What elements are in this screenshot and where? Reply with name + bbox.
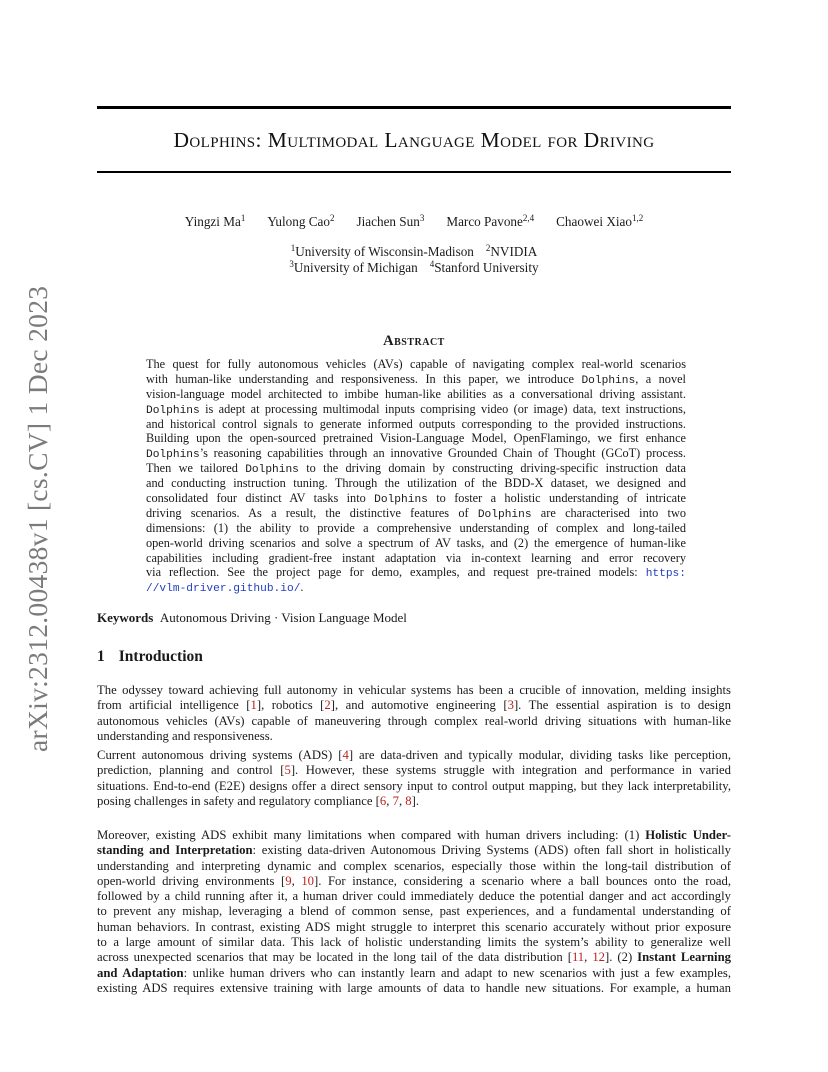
author-affiliation-marker: 1 [240, 213, 246, 223]
model-name: Dolphins [146, 404, 200, 417]
body-line: and Adaptation: unlike human drivers who can instantly learn and adapt to new scenarios with just a few examples, [97, 965, 731, 980]
body-line: prediction, planning and control [5]. However, these systems struggle with integration and performance in varied [97, 763, 731, 778]
body-line: across unexpected scenarios that may be located in the long tail of the data distribution [11, 12]. (2) Instant Learning [97, 950, 731, 965]
body-line: understanding and interpreting dynamic and complex scenarios, especially those within the long-tail distribution of [97, 858, 731, 873]
abstract-line: //vlm-driver.github.io/. [146, 580, 304, 596]
body-line: open-world driving environments [9, 10]. For instance, considering a scenario where a ball bounces onto the road, [97, 873, 731, 888]
abstract-line: Then we tailored Dolphins to the driving domain by constructing driving-specific instruction data [146, 461, 686, 477]
author-name: Jiachen Sun$^3$ [356, 213, 425, 229]
abstract-line: open-world driving scenarios and solve a spectrum of AV tasks, and (2) the emergence of human-like [146, 535, 686, 550]
author-affiliation-marker: 3 [419, 213, 425, 223]
bold-term: Instant Learning [637, 950, 731, 965]
body-line: understanding and responsiveness. [97, 728, 273, 743]
section-number: 1 [97, 648, 105, 665]
affiliation: $^4$Stanford University [429, 259, 539, 275]
author-affiliation-marker: 2,4 [522, 213, 535, 223]
arxiv-watermark: arXiv:2312.00438v1 [cs.CV] 1 Dec 2023 [22, 285, 53, 752]
affiliation-marker: 1 [290, 243, 296, 253]
author-list [97, 214, 731, 230]
abstract-line: Dolphins’s reasoning capabilities through an innovative Grounded Chain of Thought (GCoT) process. [146, 446, 686, 462]
project-link[interactable]: https: [645, 568, 686, 581]
paragraph-1 [97, 683, 731, 744]
model-name: Dolphins [477, 508, 532, 521]
citation-link[interactable]: 7 [392, 793, 399, 808]
affiliation: $^1$University of Wisconsin-Madison [290, 243, 474, 259]
keywords-text: Autonomous Driving · Vision Language Model [159, 610, 407, 625]
affiliations-line-2 [97, 260, 731, 276]
body-line: from artificial intelligence [1], robotics [2], and automotive engineering [3]. The essential aspiration is to design [97, 698, 731, 713]
citation-link[interactable]: 8 [405, 793, 412, 808]
abstract-body [146, 357, 686, 595]
citation-link[interactable]: 2 [324, 698, 331, 713]
model-name: Dolphins [581, 374, 636, 387]
abstract-line: and conducting instruction tuning. Through the utilization of the BDD-X dataset, we designed and [146, 476, 686, 491]
affiliations-line-1 [97, 244, 731, 260]
body-line: to a large amount of similar data. This lack of holistic understanding limits the system’s ability to generalize well [97, 935, 731, 950]
title-rule-bottom [97, 171, 731, 173]
keywords [97, 610, 407, 626]
abstract-line: vision-language model architected to imbibe human-like abilities as a conversational driving assistant. [146, 386, 686, 401]
model-name: Dolphins [146, 449, 200, 462]
section-title: Introduction [118, 648, 203, 665]
citation-link[interactable]: 11 [571, 950, 585, 965]
paragraph-3 [97, 828, 731, 996]
abstract-line: driving scenarios. As a result, the distinctive features of Dolphins are characterised into two [146, 505, 686, 521]
body-line: existing ADS requires extensive training with large amounts of data to handle new situations. For example, a human [97, 980, 731, 995]
citation-link[interactable]: 1 [250, 698, 257, 713]
bold-term: standing and Interpretation [97, 843, 253, 858]
abstract-line: dimensions: (1) the ability to provide a comprehensive understanding of complex and long-tailed [146, 520, 686, 535]
affiliation-marker: 2 [485, 243, 491, 253]
citation-link[interactable]: 9 [285, 873, 292, 888]
affiliation-marker: 3 [289, 259, 294, 269]
author-name: Chaowei Xiao$^{1,2}$ [556, 213, 644, 229]
abstract-line: The quest for fully autonomous vehicles (AVs) capable of navigating complex real-world scenarios [146, 357, 686, 371]
keywords-label: Keywords [97, 610, 154, 625]
model-name: Dolphins [245, 464, 299, 477]
citation-link[interactable]: 10 [301, 873, 315, 888]
title-rule-top [97, 106, 731, 109]
abstract-line: with human-like understanding and responsiveness. In this paper, we introduce Dolphins, a novel [146, 371, 686, 387]
author-name: Yulong Cao$^2$ [267, 213, 335, 229]
body-line: followed by a child running after it, a human driver could immediately deduce the potential danger and act accordingly [97, 889, 731, 904]
body-line: Moreover, existing ADS exhibit many limitations when compared with human drivers including: (1) Holistic Under- [97, 828, 731, 842]
body-line: situations. End-to-end (E2E) designs offer a direct sensory input to control output mapping, but they lack interpretability, [97, 778, 731, 793]
affiliation: $^2$NVIDIA [485, 243, 538, 259]
author-affiliation-marker: 2 [329, 213, 335, 223]
abstract-line: and historical control signals to generate informed outputs corresponding to the provided instructions. [146, 416, 686, 431]
abstract-line: Dolphins is adept at processing multimodal inputs comprising video (or image) data, text instructions, [146, 401, 686, 417]
abstract-line: consolidated four distinct AV tasks into Dolphins to foster a holistic understanding of intricate [146, 491, 686, 506]
citation-link[interactable]: 5 [284, 763, 291, 778]
project-link[interactable]: //vlm-driver.github.io/ [146, 583, 301, 596]
abstract-heading: Abstract [383, 333, 445, 349]
citation-link[interactable]: 3 [507, 698, 514, 713]
bold-term: Holistic Under- [645, 828, 731, 842]
author-affiliation-marker: 1,2 [631, 213, 644, 223]
author-name: Marco Pavone$^{2,4}$ [446, 213, 535, 229]
citation-link[interactable]: 6 [379, 793, 387, 808]
body-line: The odyssey toward achieving full autonomy in vehicular systems has been a crucible of innovation, melding insights [97, 683, 731, 697]
author-name: Yingzi Ma$^1$ [184, 213, 246, 229]
body-line: Current autonomous driving systems (ADS) [4] are data-driven and typically modular, dividing tasks like perception, [97, 748, 731, 762]
body-line: standing and Interpretation: existing data-driven Autonomous Driving Systems (ADS) often fall short in holistically [97, 843, 731, 858]
paper-title: Dolphins: Multimodal Language Model for Driving [173, 128, 655, 152]
affiliation: $^3$University of Michigan [289, 259, 418, 275]
abstract-line: via reflection. See the project page for demo, examples, and request pre-trained models: https: [146, 565, 686, 581]
body-line: to prevent any mishap, leveraging a blend of common sense, past experiences, and a fundamental understanding of [97, 904, 731, 919]
citation-link[interactable]: 4 [342, 748, 349, 762]
model-name: Dolphins [374, 494, 428, 506]
abstract-line: Building upon the open-sourced pretrained Vision-Language Model, OpenFlamingo, we first enhance [146, 431, 686, 446]
body-line: human behaviors. In contrast, existing ADS might struggle to interpret this scenario accurately without prior exposure [97, 919, 731, 934]
body-line: posing challenges in safety and regulatory compliance [6, 7, 8]. [97, 793, 420, 808]
abstract-line: capabilities including gradient-free instant adaptation via in-context learning and error recovery [146, 550, 686, 565]
citation-link[interactable]: 12 [592, 950, 605, 965]
body-line: autonomous vehicles (AVs) capable of maneuvering through complex real-world driving situations with human-like [97, 713, 731, 728]
paragraph-2 [97, 748, 731, 809]
section-heading [97, 648, 203, 666]
affiliation-marker: 4 [429, 259, 435, 269]
bold-term: and Adaptation [97, 965, 184, 980]
